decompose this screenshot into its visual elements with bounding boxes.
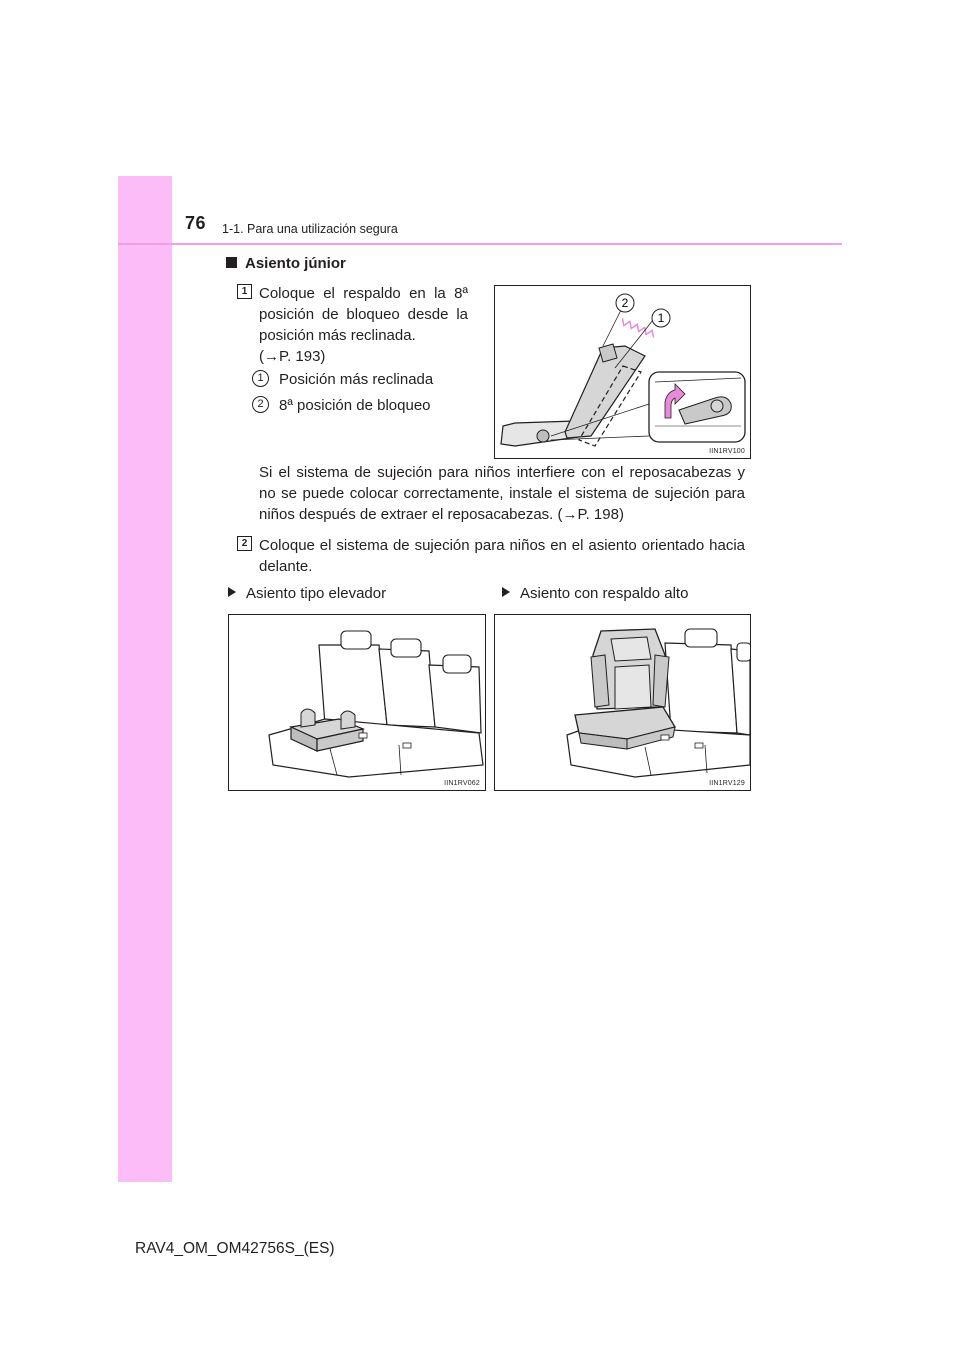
seat-type-booster	[228, 585, 386, 602]
step-1-page-ref: (→P. 193)	[259, 348, 326, 365]
step-1-text	[259, 283, 468, 367]
seatback-illustration	[495, 286, 750, 458]
triangle-bullet-icon	[502, 587, 510, 597]
legend-2-number: 2	[252, 396, 269, 413]
note-line-2: no se puede colocar correctamente, instale el sistema de sujeción para	[259, 485, 745, 502]
section-heading	[226, 255, 346, 272]
figure-id: IIN1RV100	[709, 448, 745, 455]
seat-type-high-back	[502, 585, 688, 602]
note-line-1: Si el sistema de sujeción para niños interfiere con el reposacabezas y	[259, 464, 745, 481]
figure-id: IIN1RV062	[444, 780, 480, 787]
callout-1-label: 1	[657, 311, 665, 325]
heading-text: Asiento júnior	[245, 255, 346, 272]
legend-2-text: 8ª posición de bloqueo	[279, 397, 431, 414]
booster-seat-illustration	[229, 615, 485, 790]
step-1-line-1: Coloque el respaldo en la 8ª	[259, 285, 468, 302]
step-2-badge: 2	[237, 536, 252, 551]
figure-high-back-seat	[494, 614, 751, 791]
note-line-3: niños después de extraer el reposacabezas. (→P. 198)	[259, 506, 624, 523]
step-2-line-2: delante.	[259, 558, 313, 575]
note-text	[259, 462, 745, 525]
page-number: 76	[185, 213, 207, 233]
step-1-line-2: posición de bloqueo desde la	[259, 306, 468, 323]
section-title: 1-1. Para una utilización segura	[222, 222, 398, 236]
step-1-badge: 1	[237, 284, 252, 299]
side-tab-band	[118, 176, 172, 1182]
step-2-text	[259, 535, 745, 577]
callout-2-label: 2	[621, 296, 629, 310]
step-1-line-3: posición más reclinada.	[259, 327, 416, 344]
legend-1-number: 1	[252, 370, 269, 387]
document-code-footer: RAV4_OM_OM42756S_(ES)	[135, 1240, 335, 1257]
triangle-bullet-icon	[228, 587, 236, 597]
figure-id: IIN1RV129	[709, 780, 745, 787]
square-bullet-icon	[226, 257, 237, 268]
high-back-seat-illustration	[495, 615, 750, 790]
header-divider	[118, 243, 842, 245]
step-2-line-1: Coloque el sistema de sujeción para niños en el asiento orientado hacia	[259, 537, 745, 554]
legend-1-text: Posición más reclinada	[279, 371, 434, 388]
figure-booster-seat	[228, 614, 486, 791]
seat-type-high-back-label: Asiento con respaldo alto	[520, 585, 689, 602]
seat-type-booster-label: Asiento tipo elevador	[246, 585, 387, 602]
figure-seatback-recline	[494, 285, 751, 459]
